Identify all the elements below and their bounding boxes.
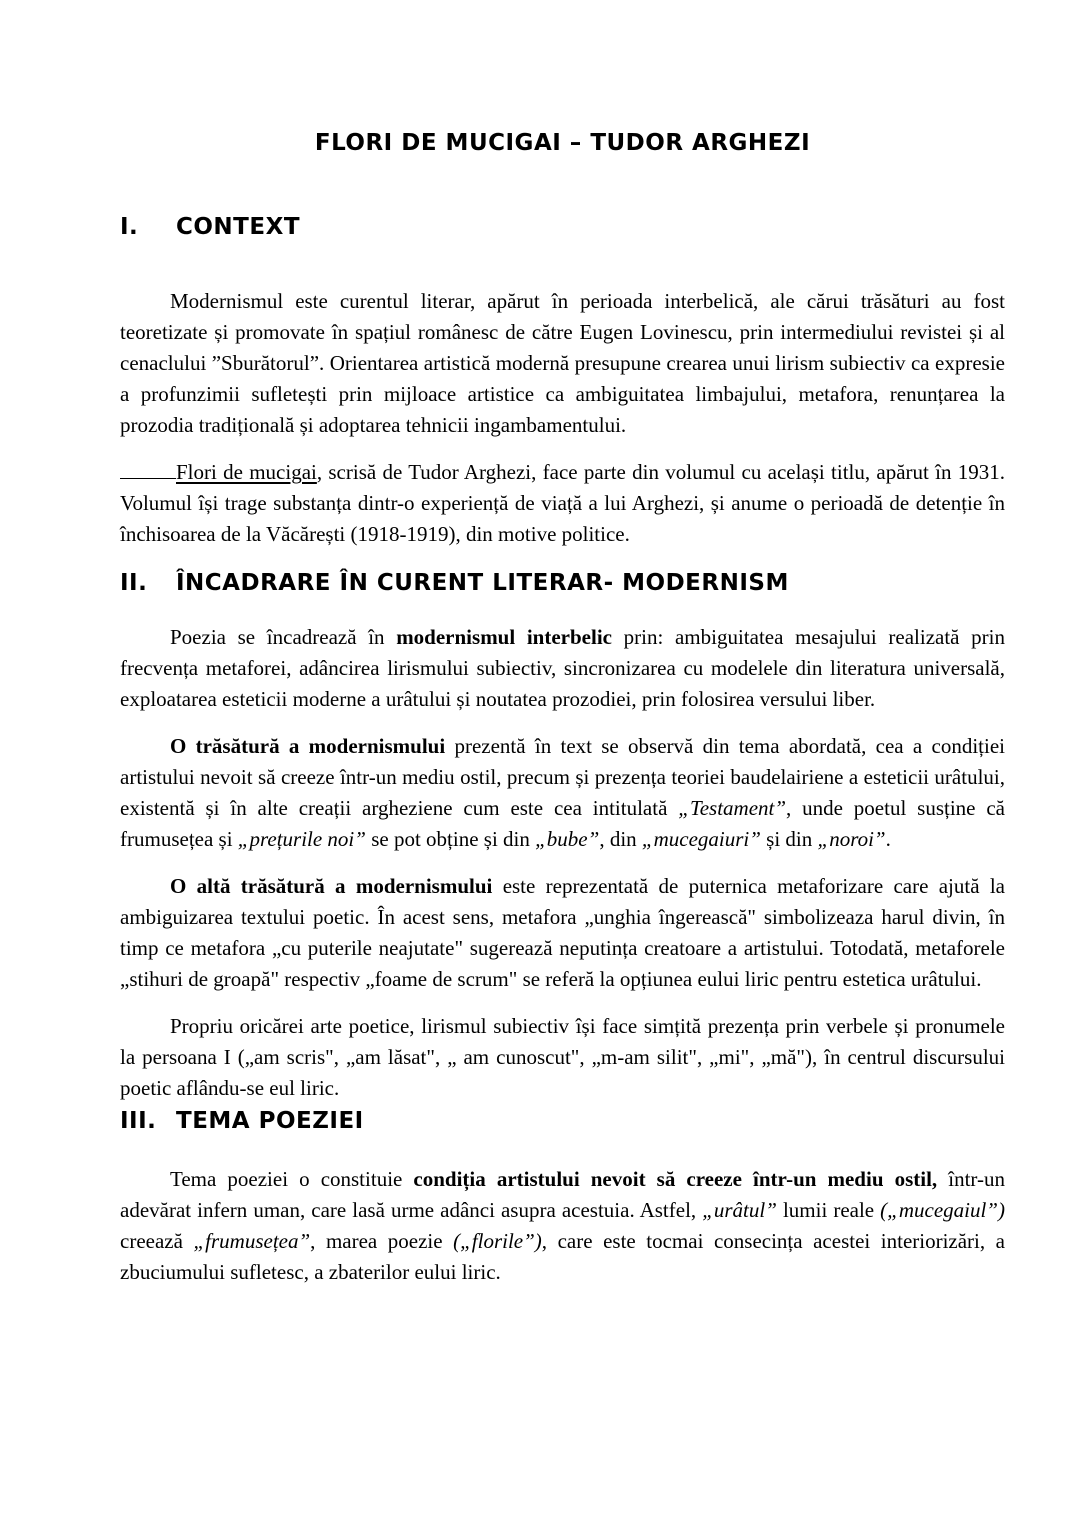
section-heading-label: CONTEXT bbox=[176, 214, 301, 240]
section-number: I. bbox=[120, 214, 139, 240]
text-run: Modernismul este curentul literar, apărut în perioada interbelică, ale cărui trăsături au fost teoretizate și promovate în spațiul românesc de către Eugen Lovinescu, prin intermediului revistei și al cenaclului ”Sburătorul”. Orientarea artistică modernă presupune crearea unui lirism subiectiv ca expresie a profunzimii sufletești prin mijloace artistice ca ambiguitatea limbajului, metafora, renunțarea la prozodia tradițională și adoptarea tehnicii ingambamentului. bbox=[120, 289, 1005, 437]
text-run: Poezia se încadrează în bbox=[170, 625, 397, 649]
section bbox=[120, 1108, 1005, 1288]
text-run: O altă trăsătură a modernismului bbox=[170, 874, 493, 898]
section-number: II. bbox=[120, 570, 148, 596]
text-run: „mucegaiuri” bbox=[641, 827, 761, 851]
text-run: O trăsătură a modernismului bbox=[170, 734, 446, 758]
section-heading bbox=[120, 570, 1005, 596]
text-run: („mucegaiul”) bbox=[880, 1198, 1005, 1222]
text-run: , scrisă de Tudor Arghezi, face parte din volumul cu același titlu, apărut în 1931. Volumul își trage substanța dintr-o experiență de viață a lui Arghezi, și anume o perioadă de detenție în închisoarea de la Văcărești (1918-1919), din motive politice. bbox=[120, 460, 1005, 546]
page-title: FLORI DE MUCIGAI – TUDOR ARGHEZI bbox=[314, 130, 811, 156]
text-run: lumii reale bbox=[776, 1198, 881, 1222]
text-run: „noroi” bbox=[817, 827, 886, 851]
section-heading bbox=[120, 1108, 1005, 1134]
text-run: „prețurile noi” bbox=[237, 827, 366, 851]
text-run: „bube” bbox=[535, 827, 600, 851]
section bbox=[120, 570, 1005, 1104]
text-run: „urâtul” bbox=[702, 1198, 777, 1222]
text-run: Propriu oricărei arte poetice, lirismul subiectiv își face simțită prezența prin verbele și pronumele la persoana I („am scris", „am lăsat", „ am cunoscut", „m-am silit", „mi", „mă"), în centrul discursului poetic aflându-se eul liric. bbox=[120, 1014, 1005, 1100]
paragraph bbox=[120, 1011, 1005, 1104]
text-run: „Testament” bbox=[678, 796, 787, 820]
text-run: și din bbox=[760, 827, 818, 851]
text-run: creează bbox=[120, 1229, 194, 1253]
text-run: , unde poetul susține că frumusețea și bbox=[120, 796, 1005, 851]
paragraph bbox=[120, 871, 1005, 995]
paragraph bbox=[120, 457, 1005, 550]
text-run: este reprezentată de puternica metaforizare care ajută la ambiguizarea textului poetic. În acest sens, metafora „unghia îngerească" simbolizeaza harul divin, în timp ce metafora „cu puterile neajutate" sugerează neputința creatoare a artistului. Totodată, metaforele „stihuri de groapă" respectiv „foame de scrum" se referă la opțiunea eului liric pentru estetica urâtului. bbox=[120, 874, 1005, 991]
text-run: , marea poezie bbox=[310, 1229, 454, 1253]
text-run: condiția artistului nevoit să creeze într-un mediu ostil, bbox=[413, 1167, 938, 1191]
underlined-tab-spacer bbox=[120, 459, 176, 479]
text-run: , care este tocmai consecința acestei interiorizări, a zbuciumului sufletesc, a zbaterilor eului liric. bbox=[120, 1229, 1005, 1284]
text-run: („florile”) bbox=[453, 1229, 542, 1253]
text-run: se pot obține și din bbox=[365, 827, 536, 851]
text-run: . bbox=[885, 827, 891, 851]
text-run: modernismul interbelic bbox=[396, 625, 612, 649]
paragraph bbox=[120, 1164, 1005, 1288]
paragraph bbox=[120, 622, 1005, 715]
document-sections bbox=[120, 214, 1005, 1288]
text-run: „frumusețea” bbox=[193, 1229, 311, 1253]
section-number: III. bbox=[120, 1108, 157, 1134]
paragraph bbox=[120, 731, 1005, 855]
paragraph bbox=[120, 286, 1005, 441]
section bbox=[120, 214, 1005, 550]
text-run: Flori de mucigai bbox=[176, 460, 317, 484]
section-heading bbox=[120, 214, 1005, 240]
text-run: prezentă în text se observă din tema abordată, cea a condiției artistului nevoit să creeze într-un mediu ostil, precum și prezența teoriei baudelairiene a esteticii urâtului, existentă și în alte creații argheziene cum este cea intitulată bbox=[120, 734, 1005, 820]
text-run: , din bbox=[599, 827, 642, 851]
text-run: Tema poeziei o constituie bbox=[170, 1167, 414, 1191]
section-heading-label: TEMA POEZIEI bbox=[176, 1108, 364, 1134]
text-run: într-un adevărat infern uman, care lasă urme adânci asupra acestuia. Astfel, bbox=[120, 1167, 1005, 1222]
text-run: prin: ambiguitatea mesajului realizată prin frecvența metaforei, adâncirea lirismului subiectiv, sincronizarea cu modelele din literatura universală, exploatarea esteticii moderne a urâtului și noutatea prozodiei, prin folosirea versului liber. bbox=[120, 625, 1005, 711]
section-heading-label: ÎNCADRARE ÎN CURENT LITERAR- MODERNISM bbox=[176, 570, 789, 596]
